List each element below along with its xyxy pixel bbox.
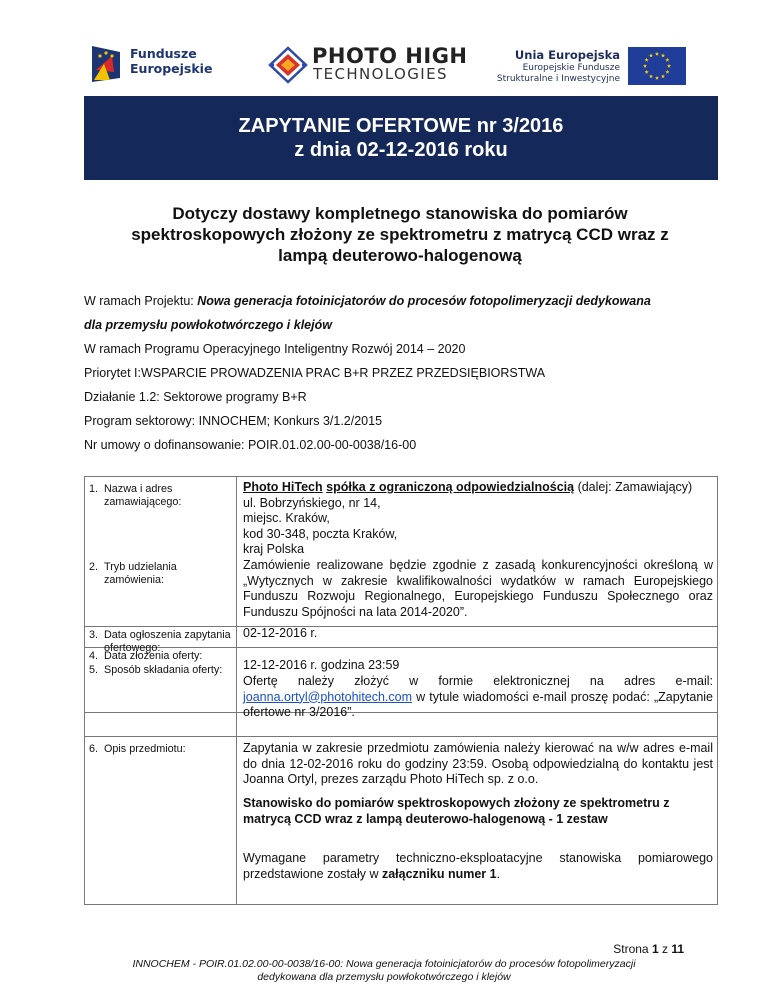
action-line: Działanie 1.2: Sektorowe programy B+R bbox=[84, 390, 307, 404]
address-line-3: kod 30-348, poczta Kraków, bbox=[243, 526, 398, 541]
table-column-divider bbox=[236, 477, 237, 904]
contract-number-line: Nr umowy o dofinansowanie: POIR.01.02.00-00-0038/16-00 bbox=[84, 438, 417, 452]
row-label-text: Opis przedmiotu: bbox=[104, 743, 186, 755]
logo-strip bbox=[0, 38, 768, 90]
program-line: W ramach Programu Operacyjnego Inteligentny Rozwój 2014 – 2020 bbox=[84, 342, 466, 356]
sector-program-line: Program sektorowy: INNOCHEM; Konkurs 3/1.2/2015 bbox=[84, 414, 383, 428]
current-page: 1 bbox=[651, 942, 659, 956]
subject-line2: spektroskopowych złożony ze spektrometru z matrycą CCD wraz z bbox=[131, 225, 669, 244]
submission-text-post: w tytule wiadomości e-mail proszę podać: „Zapytanie ofertowe nr 3/2016”. bbox=[243, 689, 713, 719]
row-label-text: Tryb udzielania zamówienia: bbox=[104, 561, 177, 586]
eu-flag-icon bbox=[628, 47, 686, 85]
announce-date: 02-12-2016 r. bbox=[243, 626, 318, 640]
ue-text bbox=[497, 47, 620, 85]
details-table bbox=[84, 476, 718, 905]
row-label-text: Nazwa i adres zamawiającego: bbox=[104, 483, 182, 508]
page-prefix: Strona bbox=[613, 942, 652, 956]
contractor-legal-form: spółka z ograniczoną odpowiedzialnością bbox=[326, 480, 575, 494]
contractor-cell bbox=[243, 480, 713, 558]
row-number: 6. bbox=[89, 743, 99, 755]
ph-line2: TECHNOLOGIES bbox=[313, 65, 448, 83]
table-row-label bbox=[89, 664, 231, 677]
ue-line2: Europejskie Fundusze bbox=[522, 63, 620, 73]
row-number: 5. bbox=[89, 664, 99, 676]
priority-line: Priorytet I:WSPARCIE PROWADZENIA PRAC B+R PRZEZ PRZEDSIĘBIORSTWA bbox=[84, 366, 546, 380]
project-line-2 bbox=[84, 316, 724, 340]
contractor-suffix: (dalej: Zamawiający) bbox=[574, 480, 693, 494]
photo-high-technologies-logo bbox=[266, 46, 476, 88]
page-date: z dnia 02-12-2016 roku bbox=[294, 139, 508, 161]
parameters-text-pre: Wymagane parametry techniczno-eksploatacyjne stanowiska pomiarowego przedstawione zostały w bbox=[243, 851, 713, 881]
row-number: 1. bbox=[89, 483, 99, 495]
total-pages: 11 bbox=[671, 942, 684, 956]
item-title: Stanowisko do pomiarów spektroskopowych złożony ze spektrometru z matrycą CCD wraz z lampą deuterowo-halogenową - 1 zestaw bbox=[243, 796, 670, 826]
title-banner bbox=[84, 96, 718, 180]
row-number: 4. bbox=[89, 650, 99, 662]
ue-line1: Unia Europejska bbox=[514, 48, 620, 62]
page-number bbox=[613, 942, 684, 956]
contact-info-text: Zapytania w zakresie przedmiotu zamówienia należy kierować na w/w adres e-mail do dnia 12-02-2016 roku do godziny 23:59. Osobą odpowiedzialną do kontaktu jest Joanna Ortyl, prezes zarządu Photo HiTech sp. z o.o. bbox=[243, 741, 713, 786]
fe-line1: Fundusze bbox=[130, 46, 197, 61]
fe-flag-icon bbox=[90, 44, 124, 82]
subject-line3: lampą deuterowo-halogenową bbox=[278, 246, 522, 265]
table-row-label bbox=[89, 561, 231, 586]
submission-method-text bbox=[243, 674, 713, 721]
row-number: 3. bbox=[89, 629, 99, 641]
procedure-mode-text: Zamówienie realizowane będzie zgodnie z zasadą konkurencyjności określoną w „Wytycznych w zakresie kwalifikowalności wydatków w ramach Europejskiego Funduszu Rozwoju Regionalnego, Europejskiego Funduszu Społecznego oraz Funduszu Spójności na lata 2014-2020”. bbox=[243, 558, 713, 619]
project-prefix: W ramach Projektu: bbox=[84, 294, 198, 308]
page-separator: z bbox=[658, 942, 672, 956]
project-title-2: dla przemysłu powłokotwórczego i klejów bbox=[84, 318, 332, 332]
row-label-text: Data ogłoszenia zapytania ofertowego: bbox=[104, 629, 231, 654]
address-line-1: ul. Bobrzyńskiego, nr 14, bbox=[243, 495, 381, 510]
row-label-text: Data złożenia oferty: bbox=[104, 650, 203, 662]
offer-deadline: 12-12-2016 r. godzina 23:59 bbox=[243, 658, 400, 672]
page-title: ZAPYTANIE OFERTOWE nr 3/2016 bbox=[238, 115, 564, 137]
table-row-label bbox=[89, 483, 231, 508]
row-divider bbox=[85, 736, 717, 737]
footer-line-1: INNOCHEM - POIR.01.02.00-00-0038/16-00: Nowa generacja fotoinicjatorów do procesów fotopolimeryzacji bbox=[132, 958, 636, 970]
subject-line1: Dotyczy dostawy kompletnego stanowiska do pomiarów bbox=[172, 204, 628, 223]
subject-heading bbox=[90, 203, 710, 266]
photo-high-tech-mark-icon bbox=[266, 46, 310, 84]
table-row-label bbox=[89, 743, 231, 756]
table-row-label bbox=[89, 650, 231, 663]
attachment-reference: załączniku numer 1 bbox=[381, 866, 497, 881]
project-info bbox=[84, 292, 724, 460]
ph-line1: PHOTO HIGH bbox=[312, 44, 468, 68]
parameters-text bbox=[243, 851, 713, 882]
address-line-2: miejsc. Kraków, bbox=[243, 511, 330, 525]
row-number: 2. bbox=[89, 561, 99, 573]
submission-text-pre: Ofertę należy złożyć w formie elektronicznej na adres e-mail: bbox=[243, 674, 713, 688]
project-line bbox=[84, 292, 724, 316]
fundusze-europejskie-logo bbox=[90, 42, 213, 86]
parameters-text-post: . bbox=[496, 866, 501, 881]
fe-line2: Europejskie bbox=[130, 61, 213, 76]
contact-email-link[interactable]: joanna.ortyl@photohitech.com bbox=[243, 689, 413, 704]
row-label-text: Sposób składania oferty: bbox=[104, 664, 223, 676]
fe-text bbox=[130, 46, 212, 76]
ue-line3: Strukturalne i Inwestycyjne bbox=[496, 74, 620, 84]
unia-europejska-logo bbox=[496, 42, 686, 88]
address-line-4: kraj Polska bbox=[243, 542, 305, 556]
contractor-name: Photo HiTech bbox=[243, 480, 323, 494]
footer-line-2: dedykowana dla przemysłu powłokotwórczego i klejów bbox=[257, 971, 511, 983]
project-title-1: Nowa generacja fotoinicjatorów do procesów fotopolimeryzacji dedykowana bbox=[197, 294, 651, 308]
